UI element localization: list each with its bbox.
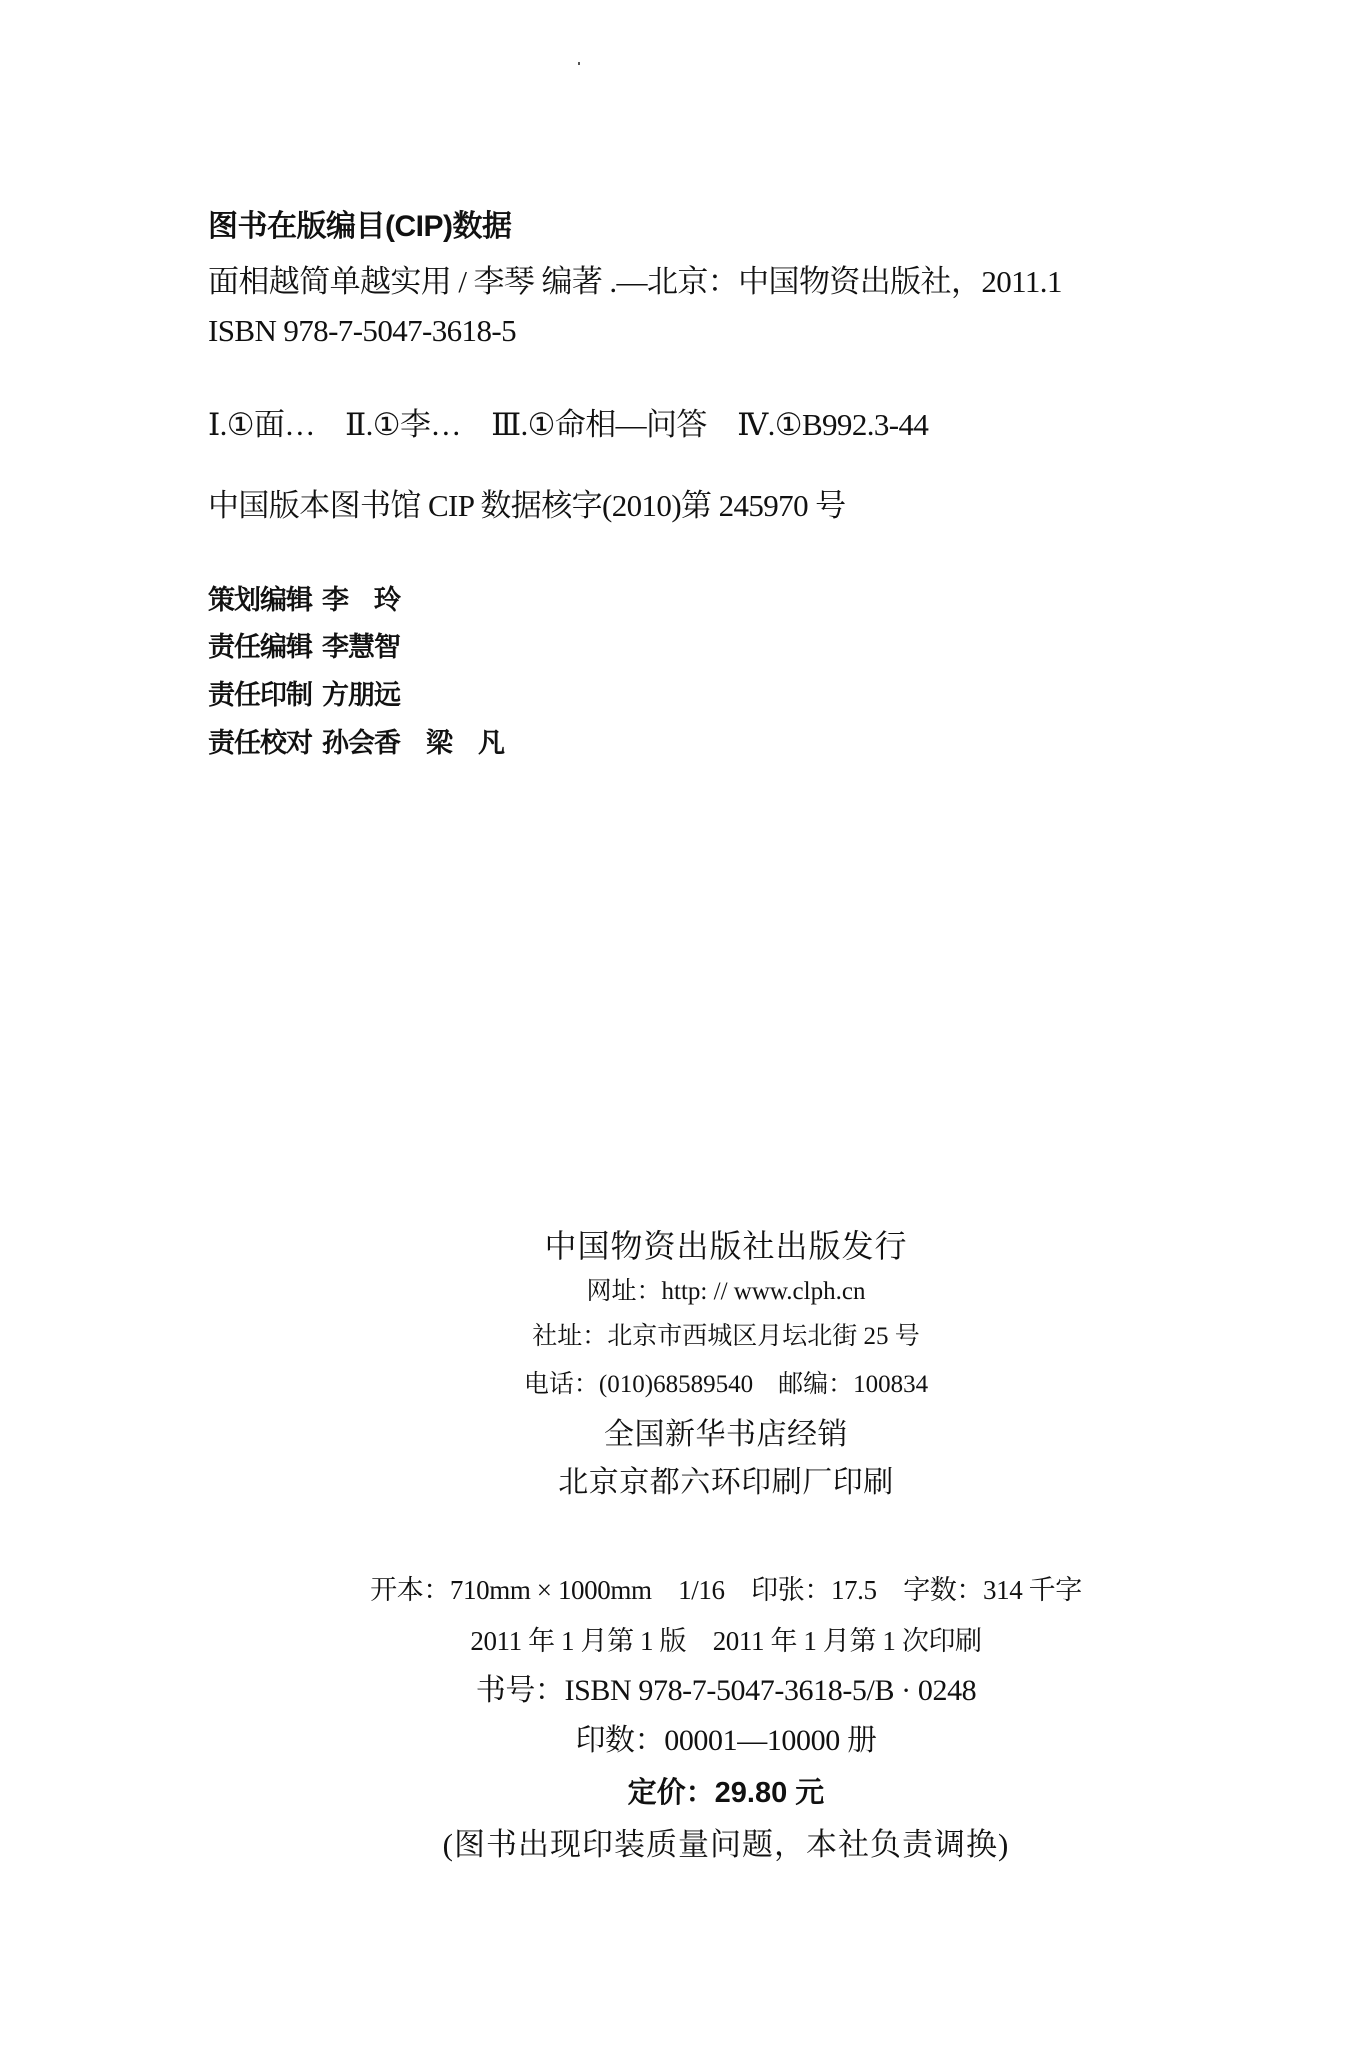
- publisher-name: 中国物资出版社出版发行: [544, 1228, 908, 1264]
- printer-line: 北京京都六环印刷厂印刷: [558, 1466, 894, 1499]
- publisher-address: 社址：北京市西城区月坛北街 25 号: [532, 1323, 920, 1350]
- credit-label: 策划编辑: [208, 585, 312, 615]
- credit-row: [208, 634, 400, 661]
- isbn-line: ISBN 978-7-5047-3618-5: [208, 313, 516, 348]
- price-line: 定价：29.80 元: [627, 1777, 825, 1809]
- scan-speck: [578, 62, 580, 65]
- credit-value: 方朋远: [322, 680, 400, 710]
- credit-label: 责任印制: [208, 680, 312, 710]
- cip-number-line: 中国版本图书馆 CIP 数据核字(2010)第 245970 号: [208, 488, 846, 523]
- credit-value: 李 玲: [322, 585, 400, 615]
- credit-label: 责任编辑: [208, 632, 312, 662]
- publisher-contact: 电话：(010)68589540 邮编：100834: [523, 1371, 929, 1398]
- format-line: 开本：710mm × 1000mm 1/16 印张：17.5 字数：314 千字: [370, 1575, 1082, 1605]
- distributor-line: 全国新华书店经销: [604, 1418, 848, 1451]
- book-number-line: 书号：ISBN 978-7-5047-3618-5/B · 0248: [475, 1674, 977, 1707]
- credit-row: [208, 682, 400, 709]
- subject-classification-line: Ⅰ.①面… Ⅱ.①李… Ⅲ.①命相—问答 Ⅳ.①B992.3-44: [208, 407, 929, 442]
- credit-value: 李慧智: [322, 632, 400, 662]
- cip-heading: 图书在版编目(CIP)数据: [208, 210, 512, 243]
- quality-note: (图书出现印装质量问题，本社负责调换): [442, 1827, 1010, 1862]
- publisher-website: 网址：http: // www.clph.cn: [586, 1278, 866, 1305]
- credit-row: [208, 730, 504, 757]
- edition-line: 2011 年 1 月第 1 版 2011 年 1 月第 1 次印刷: [470, 1626, 982, 1656]
- credit-value: 孙会香 梁 凡: [322, 728, 504, 758]
- catalog-line: 面相越简单越实用 / 李琴 编著 .—北京：中国物资出版社，2011.1: [208, 264, 1062, 299]
- print-run-line: 印数：00001—10000 册: [575, 1724, 877, 1757]
- credit-label: 责任校对: [208, 728, 312, 758]
- credit-row: [208, 587, 400, 614]
